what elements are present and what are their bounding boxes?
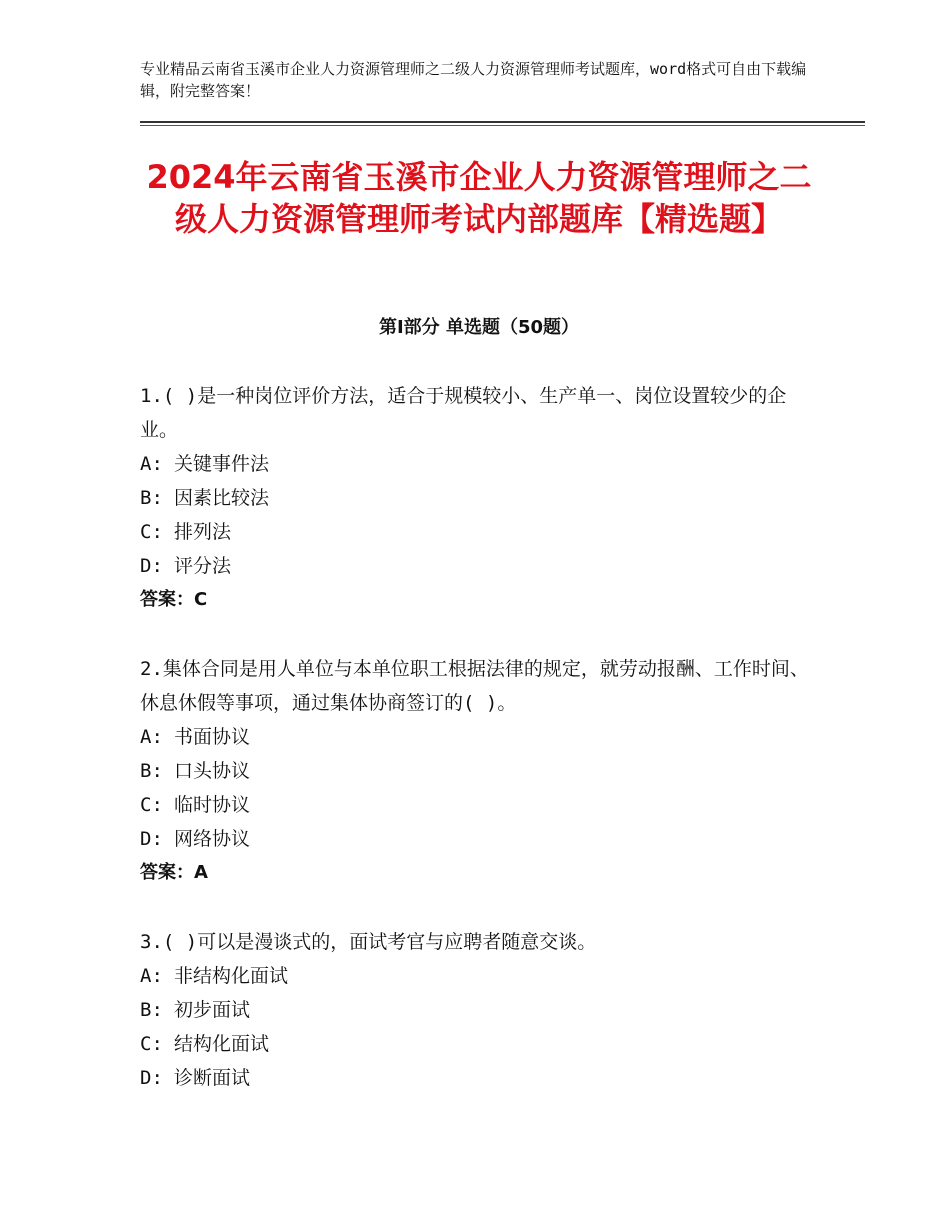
question-2: [140, 652, 820, 890]
option-d: [140, 1061, 820, 1095]
answer: 答案：A: [140, 862, 208, 883]
question-1: [140, 379, 820, 617]
option-c: [140, 788, 820, 822]
option-a: [140, 959, 820, 993]
header-divider-thin: [140, 125, 865, 126]
option-d: [140, 822, 820, 856]
option-key: B:: [140, 760, 163, 782]
option-key: D:: [140, 555, 163, 577]
option-b: [140, 754, 820, 788]
option-text: 书面协议: [174, 726, 251, 748]
question-stem: 2.集体合同是用人单位与本单位职工根据法律的规定，就劳动报酬、工作时间、休息休假等事项，通过集体协商签订的( )。: [140, 658, 809, 714]
option-c: [140, 1027, 820, 1061]
option-text: 排列法: [174, 521, 232, 543]
option-key: A:: [140, 726, 163, 748]
option-text: 因素比较法: [174, 487, 270, 509]
option-a: [140, 720, 820, 754]
option-key: A:: [140, 965, 163, 987]
option-key: D:: [140, 828, 163, 850]
option-b: [140, 481, 820, 515]
option-d: [140, 549, 820, 583]
question-3: [140, 925, 820, 1095]
answer: 答案：C: [140, 589, 208, 610]
option-key: C:: [140, 521, 163, 543]
option-text: 结构化面试: [174, 1033, 270, 1055]
option-a: [140, 447, 820, 481]
header-divider-thick: [140, 121, 865, 123]
option-key: D:: [140, 1067, 163, 1089]
option-key: C:: [140, 794, 163, 816]
option-text: 关键事件法: [174, 453, 270, 475]
option-text: 评分法: [174, 555, 232, 577]
question-stem: 3.( )可以是漫谈式的，面试考官与应聘者随意交谈。: [140, 931, 597, 953]
option-text: 诊断面试: [174, 1067, 251, 1089]
document-title: 2024年云南省玉溪市企业人力资源管理师之二级人力资源管理师考试内部题库【精选题】: [146, 158, 812, 238]
option-key: B:: [140, 487, 163, 509]
option-key: B:: [140, 999, 163, 1021]
option-key: A:: [140, 453, 163, 475]
option-text: 非结构化面试: [174, 965, 289, 987]
option-c: [140, 515, 820, 549]
option-text: 临时协议: [174, 794, 251, 816]
option-text: 口头协议: [174, 760, 251, 782]
option-text: 初步面试: [174, 999, 251, 1021]
question-stem: 1.( )是一种岗位评价方法，适合于规模较小、生产单一、岗位设置较少的企业。: [140, 385, 787, 441]
header-note: 专业精品云南省玉溪市企业人力资源管理师之二级人力资源管理师考试题库，word格式可自由下载编辑，附完整答案！: [140, 60, 807, 100]
section-title: 第Ⅰ部分 单选题（50题）: [378, 317, 579, 338]
option-text: 网络协议: [174, 828, 251, 850]
option-b: [140, 993, 820, 1027]
option-key: C:: [140, 1033, 163, 1055]
